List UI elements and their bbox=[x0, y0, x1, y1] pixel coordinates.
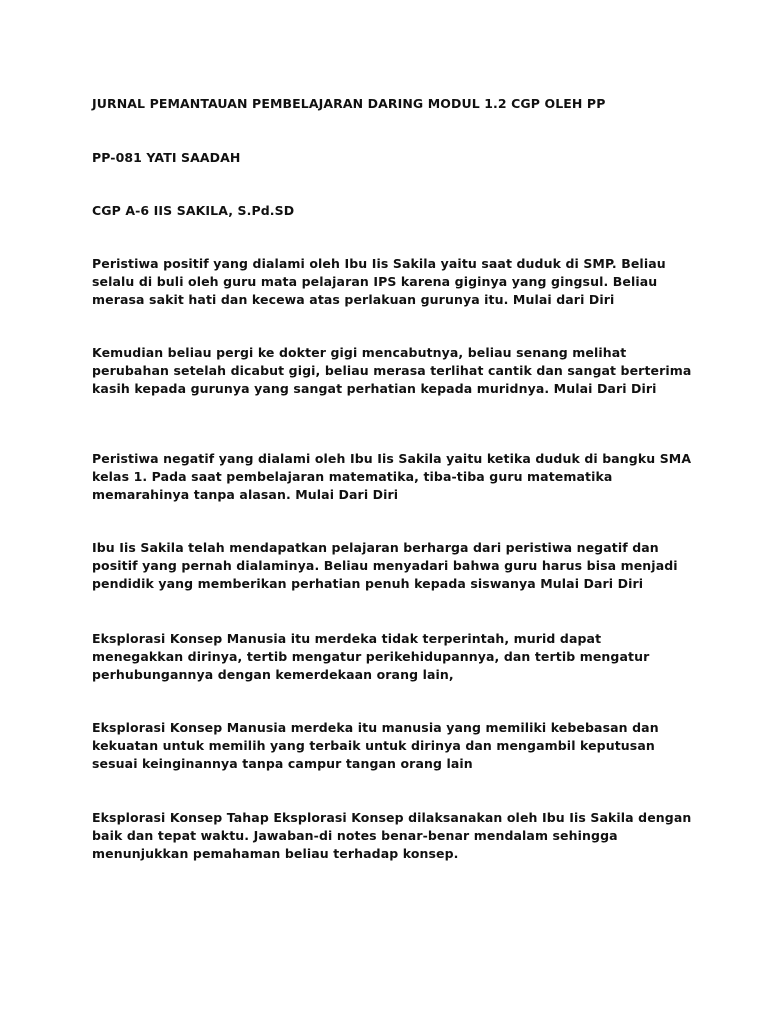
paragraph-negative-event: Peristiwa negatif yang dialami oleh Ibu Iis Sakila yaitu ketika duduk di bangku SMA kelas 1. Pada saat pembelajaran matematika, tiba-tiba guru matematika memarahinya tanpa alasan. Mulai Dari Diri bbox=[92, 451, 692, 502]
paragraph-concept-exploration-3: Eksplorasi Konsep Tahap Eksplorasi Konsep dilaksanakan oleh Ibu Iis Sakila dengan baik dan tepat waktu. Jawaban-di notes benar-benar mendalam sehingga menunjukkan pemahaman beliau terhadap konsep. bbox=[92, 810, 692, 861]
paragraph-dentist: Kemudian beliau pergi ke dokter gigi mencabutnya, beliau senang melihat perubahan setelah dicabut gigi, beliau merasa terlihat cantik dan sangat berterima kasih kepada gurunya yang sangat perhatian kepada muridnya. Mulai Dari Diri bbox=[92, 345, 692, 396]
paragraph-concept-exploration-2: Eksplorasi Konsep Manusia merdeka itu manusia yang memiliki kebebasan dan kekuatan untuk memilih yang terbaik untuk dirinya dan mengambil keputusan sesuai keinginannya tanpa campur tangan orang lain bbox=[92, 720, 659, 771]
paragraph-concept-exploration-1: Eksplorasi Konsep Manusia itu merdeka tidak terperintah, murid dapat menegakkan dirinya, tertib mengatur perikehidupannya, dan tertib mengatur perhubungannya dengan kemerdekaan orang lain, bbox=[92, 631, 650, 682]
document-title: JURNAL PEMANTAUAN PEMBELAJARAN DARING MODUL 1.2 CGP OLEH PP bbox=[92, 96, 606, 111]
paragraph-positive-event: Peristiwa positif yang dialami oleh Ibu Iis Sakila yaitu saat duduk di SMP. Beliau selalu di buli oleh guru mata pelajaran IPS karena giginya yang gingsul. Beliau merasa sakit hati dan kecewa atas perlakuan gurunya itu. Mulai dari Diri bbox=[92, 256, 666, 307]
author-line: PP-081 YATI SAADAH bbox=[92, 150, 241, 165]
cgp-line: CGP A-6 IIS SAKILA, S.Pd.SD bbox=[92, 203, 295, 218]
paragraph-lesson-learned: Ibu Iis Sakila telah mendapatkan pelajaran berharga dari peristiwa negatif dan positif yang pernah dialaminya. Beliau menyadari bahwa guru harus bisa menjadi pendidik yang memberikan perhatian penuh kepada siswanya Mulai Dari Diri bbox=[92, 540, 678, 591]
